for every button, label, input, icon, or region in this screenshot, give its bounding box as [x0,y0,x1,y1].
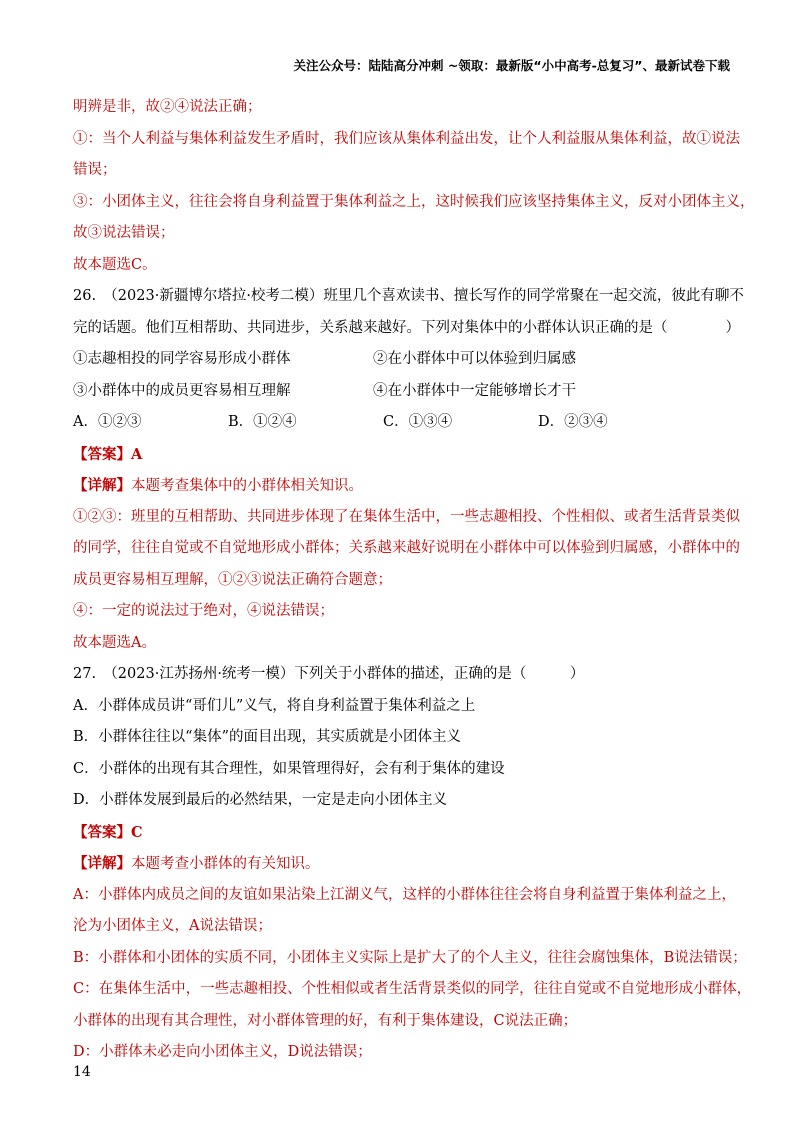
prev-conclusion: 故本题选C。 [73,256,157,273]
q26-explanation-line: ①②③：班里的互相帮助、共同进步体现了在集体生活中，一些志趣相投、个性相似、或者生活背景类似 [73,508,740,525]
q26-statements-row [73,376,733,408]
q26-stem: 完的话题。他们互相帮助、共同进步，关系越来越好。下列对集体中的小群体认识正确的是（ ） [73,319,740,336]
q27-explanation-line: D：小群体未必走向小团体主义，D说法错误； [73,1044,372,1060]
q26-answer: 【答案】A [73,445,143,463]
q27-explanation-line: 小群体的出现有其合理性，对小群体管理的好，有利于集体建设，C说法正确； [73,1012,578,1029]
q26-statement-3: ③小群体中的成员更容易相互理解 [73,382,291,399]
q27-answer: 【答案】C [73,823,143,841]
q27-detail [73,848,733,880]
prev-explanation-line: ③：小团体主义，往往会将自身利益置于集体利益之上，这时候我们应该坚持集体主义，反对小团体主义， [73,193,755,210]
detail-text: 本题考查小群体的有关知识。 [131,856,320,872]
q27-explanation-line: 沦为小团体主义，A说法错误； [73,918,272,934]
q26-statement-1: ①志趣相投的同学容易形成小群体 [73,351,291,367]
q26-option-d: D．②③④ [538,414,608,430]
q27-stem: 27. （2023·江苏扬州·统考一模）下列关于小群体的描述，正确的是（ ） [73,666,585,682]
q27-explanation-line: B：小群体和小团体的实质不同，小团体主义实际上是扩大了的个人主义，往往会腐蚀集体，B说法错误； [73,949,747,966]
q26-option-a: A．①②③ [73,414,142,430]
page-header: 关注公众号：陆陆高分冲刺 ~领取：最新版“小中高考-总复习”、最新试卷下载 [293,58,730,73]
q27-explanation-line: C：在集体生活中，一些志趣相投、个性相似或者生活背景类似的同学，往往自觉或不自觉地形成小群体， [73,981,752,997]
q26-options [73,407,733,439]
page-content [73,92,755,1069]
prev-explanation-line: ①：当个人利益与集体利益发生矛盾时，我们应该从集体利益出发，让个人利益服从集体利益，故①说法 [73,130,740,147]
q27-option-c: C．小群体的出现有其合理性，如果管理得好，会有利于集体的建设 [73,760,505,777]
q26-explanation-line: 的同学，往往自觉或不自觉地形成小群体；关系越来越好说明在小群体中可以体验到归属感，小群体中的 [73,540,740,556]
q26-conclusion: 故本题选A。 [73,634,156,651]
prev-explanation-line: 明辨是非，故②④说法正确； [73,99,262,115]
prev-explanation-line: 错误； [73,162,117,178]
detail-label: 【详解】 [73,855,131,872]
q26-stem: 26. （2023·新疆博尔塔拉·校考二模）班里几个喜欢读书、擅长写作的同学常聚在一起交流，彼此有聊不 [73,288,744,304]
prev-explanation-line: 故③说法错误； [73,225,175,241]
detail-text: 本题考查集体中的小群体相关知识。 [131,478,363,494]
q26-detail [73,470,733,502]
q27-option-b: B．小群体往往以“集体”的面目出现，其实质就是小团体主义 [73,729,461,745]
q27-option-d: D．小群体发展到最后的必然结果，一定是走向小团体主义 [73,792,448,808]
q26-explanation-line: ④：一定的说法过于绝对，④说法错误； [73,603,334,619]
q27-explanation-line: A：小群体内成员之间的友谊如果沾染上江湖义气，这样的小群体往往会将自身利益置于集体利益之上， [73,886,736,903]
q26-statements-row [73,344,733,376]
q26-explanation-line: 成员更容易相互理解，①②③说法正确符合题意； [73,571,392,588]
q27-option-a: A．小群体成员讲“哥们儿”义气，将自身利益置于集体利益之上 [73,697,476,714]
q26-option-b: B．①②④ [228,414,297,430]
page-number: 14 [73,1064,91,1080]
q26-option-c: C．①③④ [383,414,453,430]
q26-statement-4: ④在小群体中一定能够增长才干 [373,382,576,399]
detail-label: 【详解】 [73,477,131,494]
q26-statement-2: ②在小群体中可以体验到归属感 [373,351,576,367]
